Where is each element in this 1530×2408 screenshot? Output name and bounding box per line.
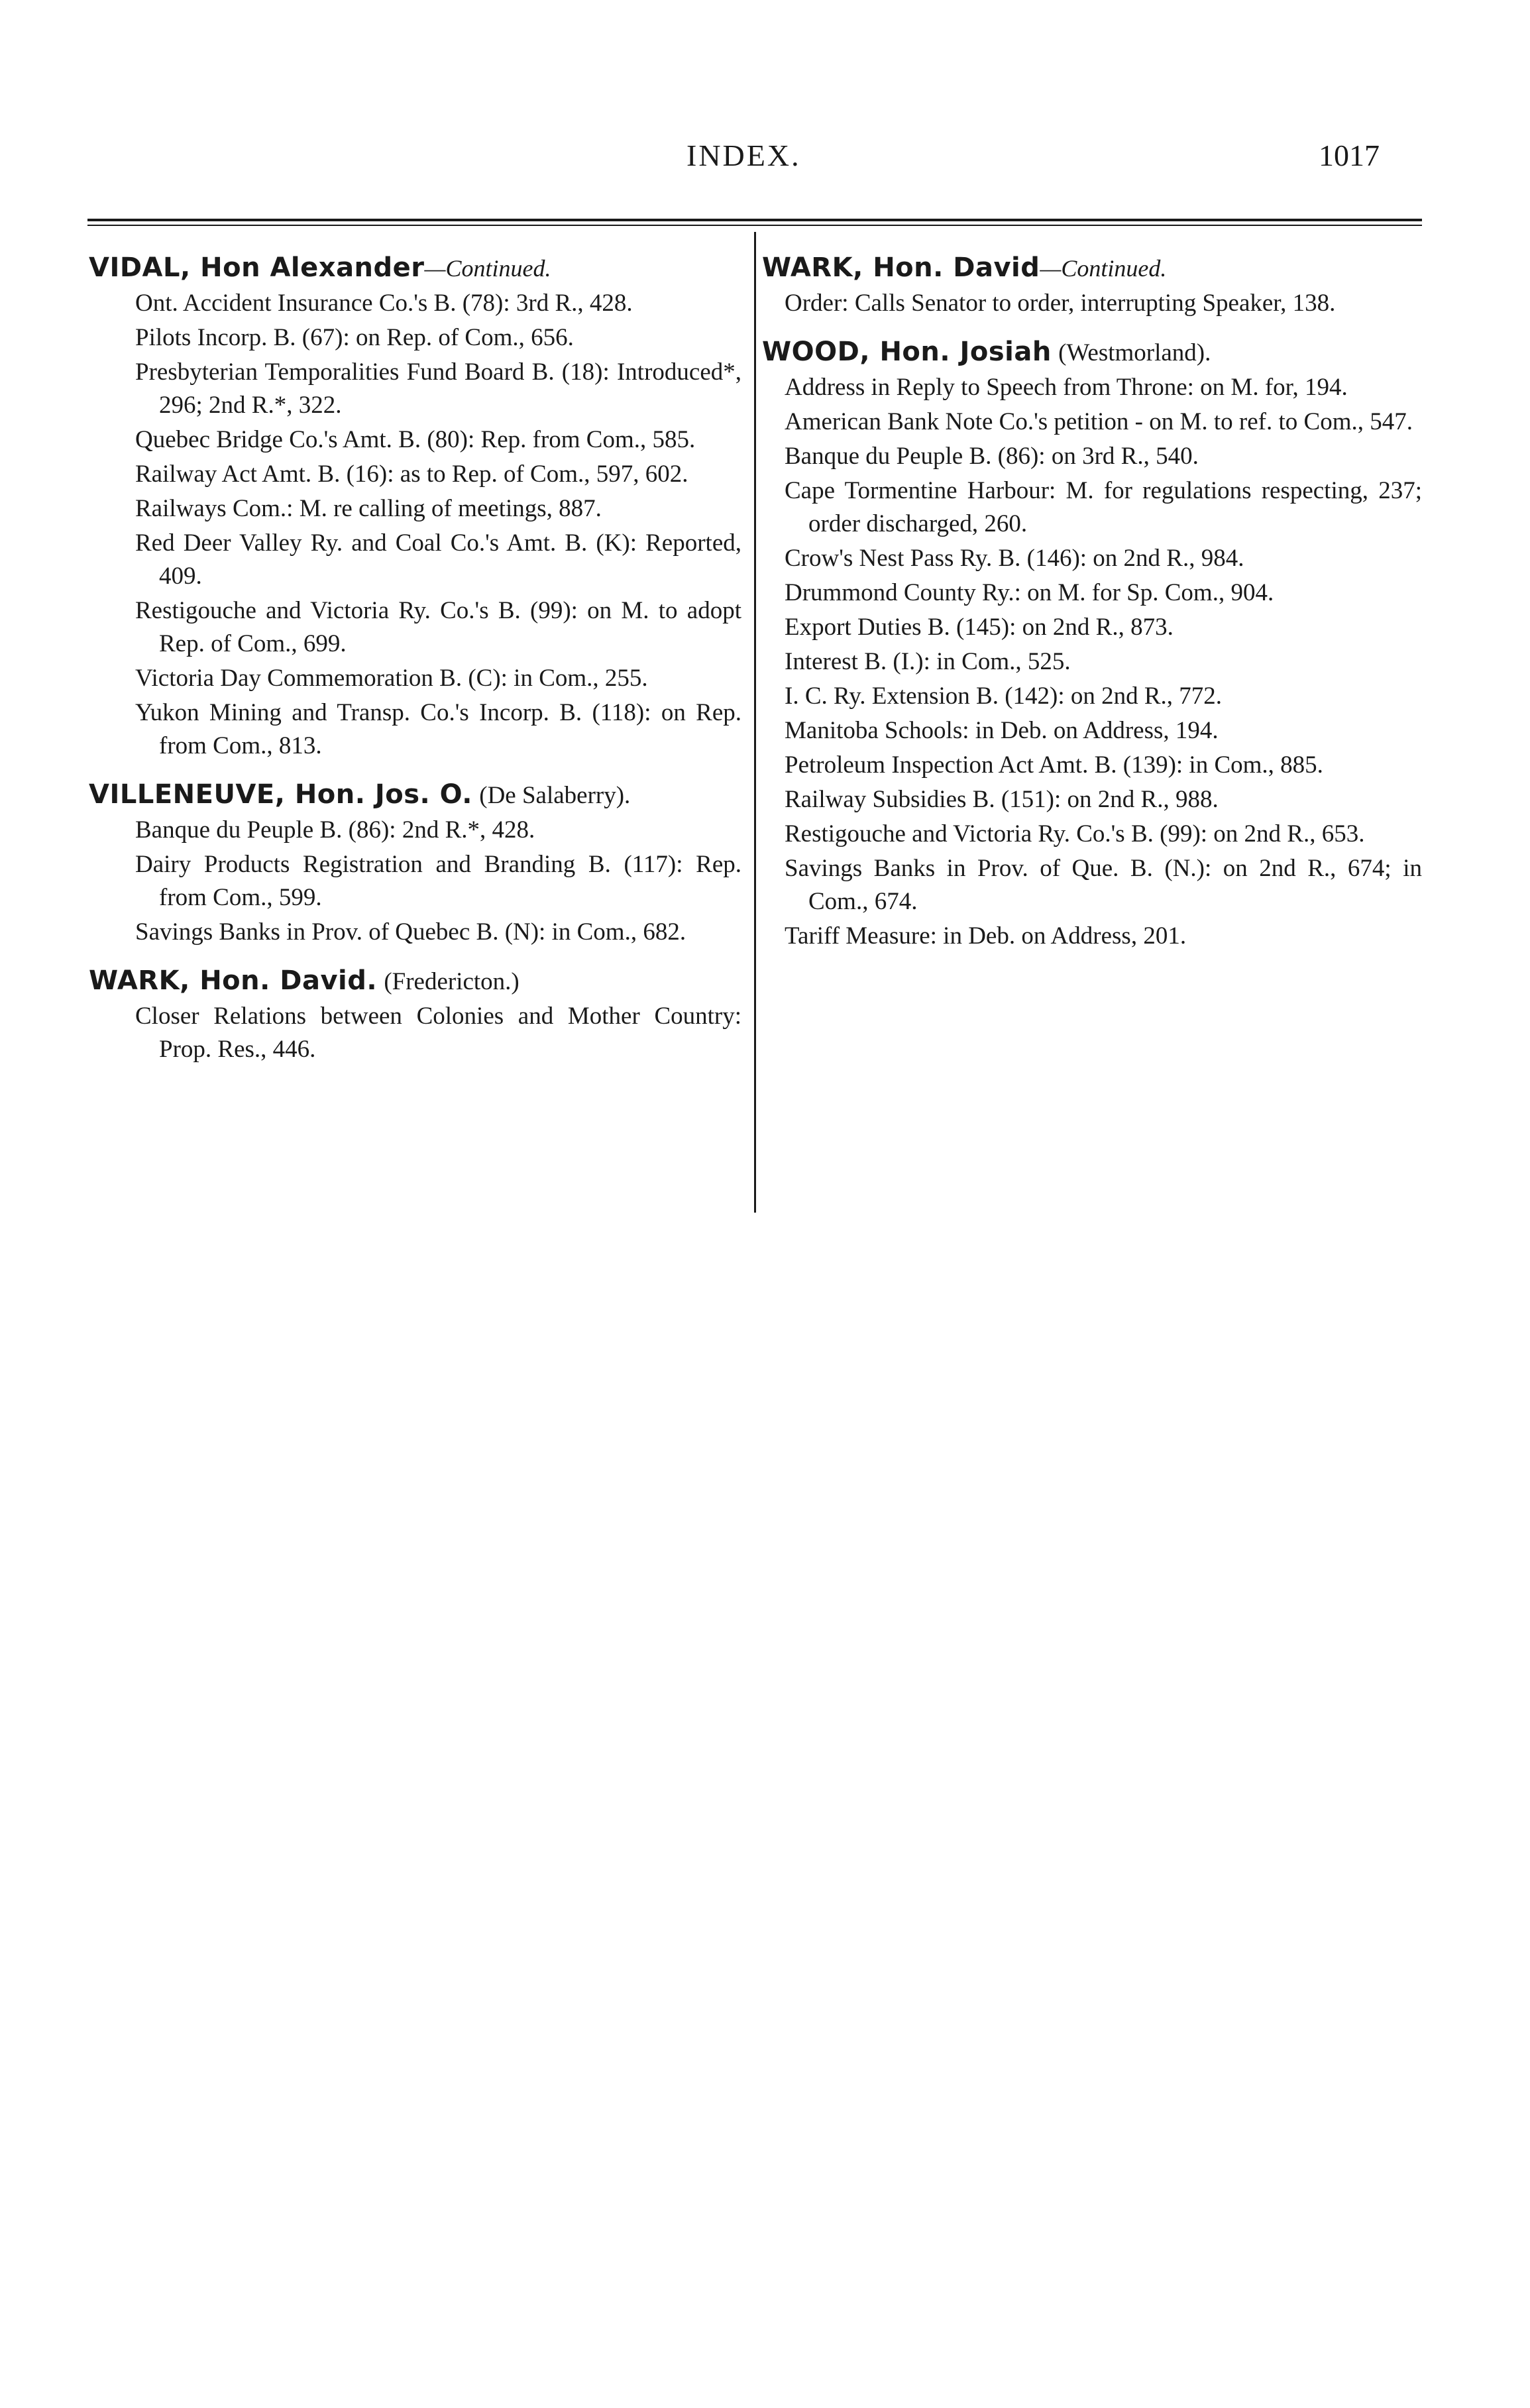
entry-item: Railways Com.: M. re calling of meetings, 887. bbox=[135, 495, 602, 522]
index-entry bbox=[89, 963, 741, 1066]
entry-heading bbox=[89, 963, 741, 999]
entry-heading bbox=[89, 250, 741, 286]
page-number: 1017 bbox=[1319, 138, 1380, 172]
entry-item: Restigouche and Victoria Ry. Co.'s B. (99): on 2nd R., 653. bbox=[785, 820, 1365, 848]
entry-item: Order: Calls Senator to order, interrupting Speaker, 138. bbox=[785, 290, 1336, 317]
entry-item: Petroleum Inspection Act Amt. B. (139): in Com., 885. bbox=[785, 751, 1323, 779]
entry-item: Victoria Day Commemoration B. (C): in Com., 255. bbox=[135, 665, 648, 692]
header-rule bbox=[87, 219, 1422, 221]
entry-item: Restigouche and Victoria Ry. Co.'s B. (99): on M. to adopt Rep. of Com., 699. bbox=[135, 597, 741, 657]
header-rule-thin bbox=[87, 225, 1422, 226]
page-header bbox=[0, 133, 1530, 186]
entry-item: Pilots Incorp. B. (67): on Rep. of Com., 656. bbox=[135, 324, 574, 351]
index-entry bbox=[89, 777, 741, 949]
entry-item: Tariff Measure: in Deb. on Address, 201. bbox=[785, 922, 1187, 950]
entry-continued: —Continued. bbox=[1040, 255, 1167, 282]
entry-item: Red Deer Valley Ry. and Coal Co.'s Amt. B. (K): Reported, 409. bbox=[135, 529, 741, 590]
entry-item: Closer Relations between Colonies and Mother Country: Prop. Res., 446. bbox=[135, 1003, 741, 1063]
entry-item: Banque du Peuple B. (86): 2nd R.*, 428. bbox=[135, 816, 535, 844]
entry-item: Manitoba Schools: in Deb. on Address, 194. bbox=[785, 717, 1219, 744]
entry-name: WOOD, Hon. Josiah bbox=[762, 337, 1052, 367]
entry-constituency: (Westmorland). bbox=[1058, 339, 1211, 366]
entry-item: Ont. Accident Insurance Co.'s B. (78): 3rd R., 428. bbox=[135, 290, 633, 317]
entry-item: Interest B. (I.): in Com., 525. bbox=[785, 648, 1071, 675]
entry-item: American Bank Note Co.'s petition - on M. to ref. to Com., 547. bbox=[785, 408, 1413, 435]
entry-item: Railway Subsidies B. (151): on 2nd R., 988. bbox=[785, 786, 1219, 813]
entry-item: Savings Banks in Prov. of Quebec B. (N): in Com., 682. bbox=[135, 918, 686, 946]
entry-item: Drummond County Ry.: on M. for Sp. Com., 904. bbox=[785, 579, 1274, 606]
entry-name: VIDAL, Hon Alexander bbox=[89, 252, 425, 283]
entry-heading bbox=[762, 250, 1422, 286]
entry-constituency: (De Salaberry). bbox=[479, 782, 631, 809]
entry-item: Crow's Nest Pass Ry. B. (146): on 2nd R., 984. bbox=[785, 545, 1244, 572]
entry-item: Banque du Peuple B. (86): on 3rd R., 540. bbox=[785, 443, 1199, 470]
entry-heading bbox=[762, 335, 1422, 370]
entry-heading bbox=[89, 777, 741, 812]
left-column bbox=[89, 250, 741, 1081]
entry-item: Yukon Mining and Transp. Co.'s Incorp. B. (118): on Rep. from Com., 813. bbox=[135, 699, 741, 759]
index-entry bbox=[762, 335, 1422, 953]
entry-name: WARK, Hon. David. bbox=[89, 965, 378, 996]
entry-item: Railway Act Amt. B. (16): as to Rep. of Com., 597, 602. bbox=[135, 461, 688, 488]
entry-item: Dairy Products Registration and Branding B. (117): Rep. from Com., 599. bbox=[135, 851, 741, 911]
entry-name: WARK, Hon. David bbox=[762, 252, 1040, 283]
entry-constituency: (Fredericton.) bbox=[384, 968, 519, 995]
column-divider bbox=[754, 232, 756, 1213]
entry-item: Savings Banks in Prov. of Que. B. (N.): on 2nd R., 674; in Com., 674. bbox=[785, 855, 1422, 915]
entry-item: Cape Tormentine Harbour: M. for regulations respecting, 237; order discharged, 260. bbox=[785, 477, 1422, 537]
entry-item: I. C. Ry. Extension B. (142): on 2nd R., 772. bbox=[785, 683, 1223, 710]
entry-item: Presbyterian Temporalities Fund Board B. (18): Introduced*, 296; 2nd R.*, 322. bbox=[135, 358, 741, 419]
index-entry bbox=[89, 250, 741, 763]
entry-name: VILLENEUVE, Hon. Jos. O. bbox=[89, 779, 472, 810]
entry-item: Export Duties B. (145): on 2nd R., 873. bbox=[785, 614, 1174, 641]
page-title: INDEX. bbox=[686, 138, 801, 172]
entry-item: Quebec Bridge Co.'s Amt. B. (80): Rep. from Com., 585. bbox=[135, 426, 696, 453]
entry-continued: —Continued. bbox=[424, 255, 551, 282]
right-column bbox=[762, 250, 1422, 967]
entry-item: Address in Reply to Speech from Throne: on M. for, 194. bbox=[785, 374, 1348, 401]
index-entry bbox=[762, 250, 1422, 320]
